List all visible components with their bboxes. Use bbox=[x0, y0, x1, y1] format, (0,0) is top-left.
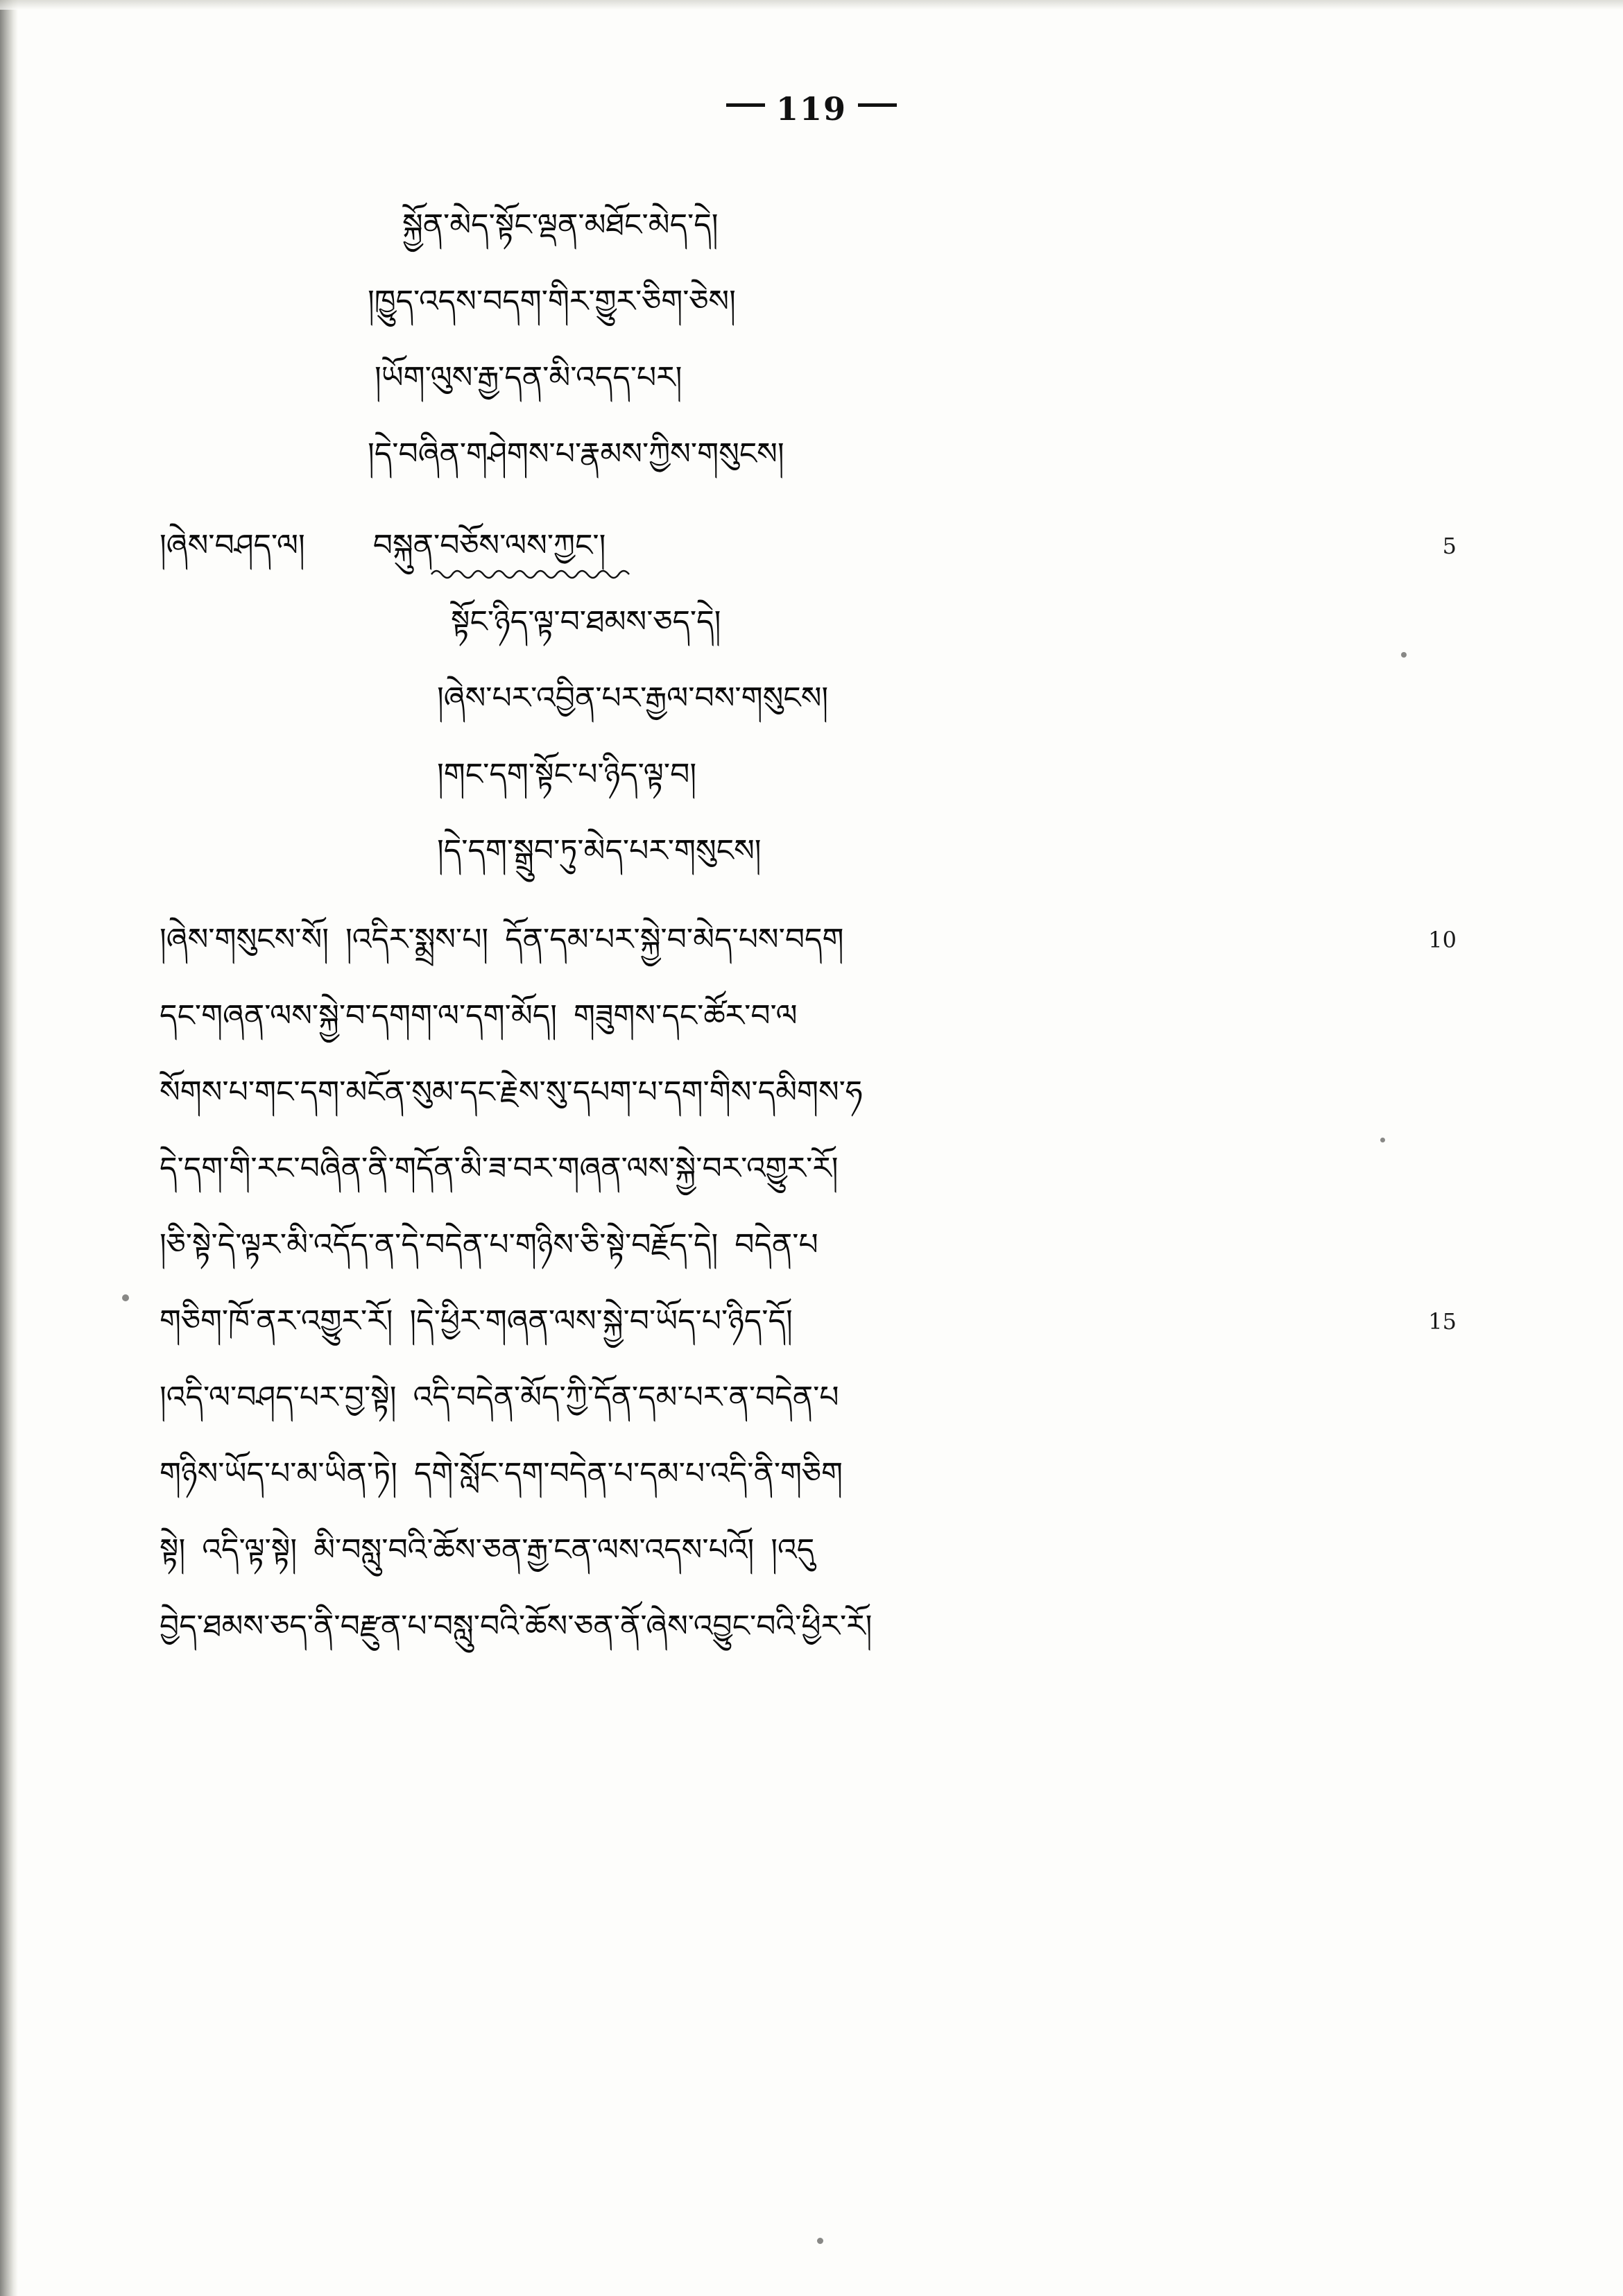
verse-line: །ཞེས་པར་འབྱིན་པར་རྒྱལ་བས་གསུངས། bbox=[437, 680, 829, 716]
verse-line: །དེ་དག་སྒྲུབ་ཏུ་མེད་པར་གསུངས། bbox=[437, 833, 762, 868]
prose-line: སྟེ། འདི་ལྟ་སྟེ། མི་བསླུ་བའི་ཆོས་ཅན་རྒྱ་ངན་ལས་འདས་པའོ། །འདུ bbox=[160, 1532, 815, 1568]
margin-line-number-15: 15 bbox=[1428, 1308, 1457, 1335]
scan-edge-left bbox=[0, 0, 18, 2296]
verse-line: སྟོང་ཉིད་ལྟ་བ་ཐམས་ཅད་དེ། bbox=[451, 604, 721, 640]
prose-line: དང་གཞན་ལས་སྐྱེ་བ་དགག་ལ་དག་མོད། གཟུགས་དང་ཚོར་བ་ལ bbox=[160, 998, 798, 1034]
prose-line: །འདི་ལ་བཤད་པར་བྱ་སྟེ། འདི་བདེན་མོད་ཀྱི་དོན་དམ་པར་ན་བདེན་པ bbox=[160, 1380, 839, 1415]
margin-line-number-10: 10 bbox=[1428, 927, 1457, 953]
mid-line-left: །ཞེས་བཤད་ལ། bbox=[160, 528, 305, 563]
prose-line: སོགས་པ་གང་དག་མངོན་སུམ་དང་རྗེས་སུ་དཔག་པ་དག་གིས་དམིགས་ཧ bbox=[160, 1074, 863, 1110]
page-number: 119 bbox=[775, 90, 848, 128]
verse-line: །གང་དག་སྟོང་པ་ཉིད་ལྟ་བ། bbox=[437, 757, 697, 792]
text-body bbox=[160, 187, 1457, 1665]
verse-line: །ཁྱུད་འདས་བདག་གིར་གྱུར་ཅིག་ཅེས། bbox=[368, 284, 736, 319]
mid-line bbox=[160, 492, 1457, 584]
scan-speck bbox=[1401, 652, 1407, 658]
margin-line-number-5: 5 bbox=[1442, 533, 1457, 559]
mid-line-right: བསྐུན་བཅོས་ལས་ཀྱང་། bbox=[372, 528, 606, 563]
scan-speck bbox=[817, 2238, 823, 2244]
prose-line: གཉིས་ཡོད་པ་མ་ཡིན་ཏེ། དགེ་སློང་དག་བདེན་པ་དམ་པ་འདི་ནི་གཅིག bbox=[160, 1456, 843, 1491]
scan-speck bbox=[122, 1294, 129, 1301]
verse-line: །ཡོག་ལུས་རྒྱ་དན་མི་འདད་པར། bbox=[375, 360, 682, 395]
prose-line-text: གཅིག་ཁོ་ནར་འགྱུར་རོ། །དེ་ཕྱིར་གཞན་ལས་སྐྱེ་བ་ཡོད་པ་ཉིད་དོ། bbox=[160, 1303, 793, 1339]
header-rule-right bbox=[858, 103, 897, 107]
prose-line-text: །ཞེས་གསུངས་སོ། །འདིར་སྨྲས་པ། དོན་དམ་པར་སྐྱེ་བ་མེད་པས་བདག bbox=[160, 922, 844, 957]
prose-line bbox=[160, 889, 1457, 978]
scan-edge-top bbox=[0, 0, 1623, 10]
page-number-header bbox=[0, 90, 1623, 128]
prose-line: དེ་དག་གི་རང་བཞིན་ནི་གདོན་མི་ཟ་བར་གཞན་ལས་སྐྱེ་བར་འགྱུར་རོ། bbox=[160, 1151, 839, 1186]
scan-speck bbox=[1380, 1138, 1385, 1142]
prose-line bbox=[160, 1283, 1457, 1360]
squiggle-underline-icon bbox=[430, 566, 638, 581]
prose-line: བྱེད་ཐམས་ཅད་ནི་བརྫུན་པ་བསླུ་བའི་ཆོས་ཅན་ནོ་ཞེས་འབྱུང་བའི་ཕྱིར་རོ། bbox=[160, 1609, 873, 1644]
verse-line: སྐྱོན་མེད་སྟོང་ལྡན་མཐོང་མེད་དེ། bbox=[402, 207, 719, 243]
header-rule-left bbox=[726, 103, 765, 107]
prose-line: །ཅི་སྟེ་དེ་ལྟར་མི་འདོད་ན་དེ་བདེན་པ་གཉིས་ཅི་སྟེ་བརྗོད་དེ། བདེན་པ bbox=[160, 1227, 818, 1262]
verse-line: །དེ་བཞིན་གཤེགས་པ་རྣམས་ཀྱིས་གསུངས། bbox=[368, 436, 784, 472]
